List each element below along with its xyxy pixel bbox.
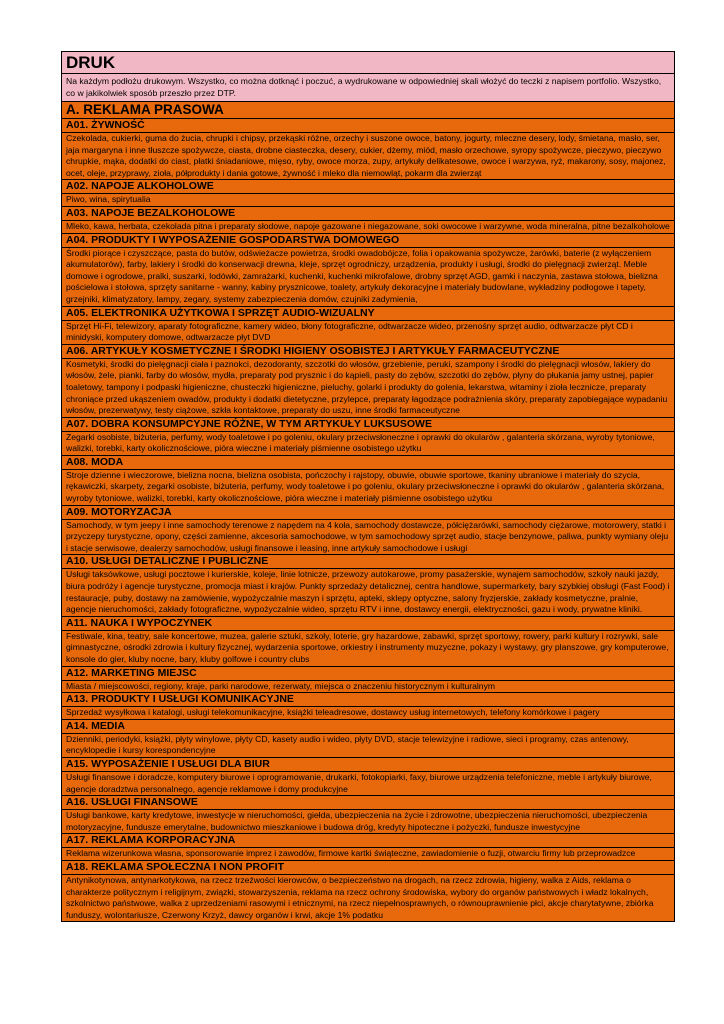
category-title: A07. DOBRA KONSUMPCYJNE RÓŻNE, W TYM ARTYKUŁY LUKSUSOWE bbox=[62, 418, 674, 432]
category-item bbox=[62, 119, 674, 180]
category-item bbox=[62, 180, 674, 207]
category-description: Usługi finansowe i doradcze, komputery biurowe i oprogramowanie, drukarki, fotokopiarki, faxy, biurowe urządzenia telefoniczne, meble i artykuły biurowe, agencje doradztwa personalnego, agencje reklamowe i domy produkcyjne bbox=[62, 772, 674, 796]
category-item bbox=[62, 861, 674, 921]
category-description: Miasta / miejscowości, regiony, kraje, parki narodowe, rezerwaty, miejsca o znaczeniu historycznym i kulturalnym bbox=[62, 681, 674, 694]
category-sheet bbox=[61, 51, 675, 922]
category-item bbox=[62, 667, 674, 694]
category-item bbox=[62, 555, 674, 616]
category-item bbox=[62, 834, 674, 861]
category-title: A04. PRODUKTY I WYPOSAŻENIE GOSPODARSTWA DOMOWEGO bbox=[62, 234, 674, 248]
category-description: Stroje dzienne i wieczorowe, bielizna nocna, bielizna osobista, pończochy i rajstopy, obuwie, obuwie sportowe, tkaniny ubraniowe i materiały do szycia, rękawiczki, skarpety, zegarki osobiste, biżuteria, perfumy, wody toaletowe i po goleniu, okulary przeciwsłoneczne i oprawki do okularów , galanteria skórzana, wyroby tytoniowe, walizki, torebki, karty okolicznościowe, pióra wieczne i materiały piśmienne osobistego użytku bbox=[62, 470, 674, 506]
category-title: A03. NAPOJE BEZALKOHOLOWE bbox=[62, 207, 674, 221]
category-title: A06. ARTYKUŁY KOSMETYCZNE I ŚRODKI HIGIENY OSOBISTEJ I ARTYKUŁY FARMACEUTYCZNE bbox=[62, 345, 674, 359]
category-item bbox=[62, 207, 674, 234]
category-description: Dzienniki, periodyki, książki, płyty winylowe, płyty CD, kasety audio i wideo, płyty DVD, stacje telewizyjne i radiowe, sieci i programy, czas antenowy, encyklopedie i kursy korespondencyjne bbox=[62, 734, 674, 758]
category-title: A01. ŻYWNOŚĆ bbox=[62, 119, 674, 133]
category-item bbox=[62, 693, 674, 720]
category-item bbox=[62, 234, 674, 307]
category-list bbox=[62, 119, 674, 921]
category-item bbox=[62, 307, 674, 345]
category-title: A05. ELEKTRONIKA UŻYTKOWA I SPRZĘT AUDIO-WIZUALNY bbox=[62, 307, 674, 321]
category-description: Samochody, w tym jeepy i inne samochody terenowe z napędem na 4 koła, samochody dostawcze, półciężarówki, samochody ciężarowe, motorowery, statki i przyczepy turystyczne, opony, części zamienne, akcesoria samochodowe, w tym samochodowy sprzęt audio, stacje benzynowe, paliwa, punkty wymiany oleju i stacje serwisowe, dealerzy samochodów, usługi finansowe i leasing, inne artykuły samochodowe i usługi bbox=[62, 520, 674, 556]
category-item bbox=[62, 506, 674, 556]
category-description: Sprzedaż wysyłkowa i katalogi, usługi telekomunikacyjne, książki teleadresowe, dostawcy usług internetowych, telefony komórkowe i pagery bbox=[62, 707, 674, 720]
category-description: Usługi bankowe, karty kredytowe, inwestycje w nieruchomości, giełda, ubezpieczenia na życie i zdrowotne, ubezpieczenia nieruchomości, ubezpieczenia motoryzacyjne, fundusze emerytalne, budownictwo mieszkaniowe i budowa dróg, kredyty hipoteczne i pożyczki, fundusze inwestycyjne bbox=[62, 810, 674, 834]
category-title: A12. MARKETING MIEJSC bbox=[62, 667, 674, 681]
category-title: A09. MOTORYZACJA bbox=[62, 506, 674, 520]
category-item bbox=[62, 456, 674, 506]
category-description: Sprzęt Hi-Fi, telewizory, aparaty fotograficzne, kamery wideo, błony fotograficzne, odtwarzacze wideo, przenośny sprzęt audio, odtwarzacze płyt CD i minidyski, komputery domowe, odtwarzacze płyt DVD bbox=[62, 321, 674, 345]
category-title: A15. WYPOSAŻENIE I USŁUGI DLA BIUR bbox=[62, 758, 674, 772]
category-item bbox=[62, 758, 674, 796]
category-item bbox=[62, 720, 674, 758]
category-description: Zegarki osobiste, biżuteria, perfumy, wody toaletowe i po goleniu, okulary przeciwsłoneczne i oprawki do okularów , galanteria skórzana, wyroby tytoniowe, walizki, torebki, karty okolicznościowe, pióra wieczne i materiały piśmienne osobistego użytku bbox=[62, 432, 674, 456]
category-description: Piwo, wina, spirytualia bbox=[62, 194, 674, 207]
category-title: A16. USŁUGI FINANSOWE bbox=[62, 796, 674, 810]
category-description: Czekolada, cukierki, guma do żucia, chrupki i chipsy, przekąski różne, orzechy i suszone owoce, batony, jogurty, mleczne desery, lody, śmietana, masło, ser, jaja margaryna i inne tłuszcze spożywcze, ciasta, drobne ciasteczka, desery, cukier, dżemy, miód, masło orzechowe, syropy spożywcze, pieczywo, pieczywo chrupkie, mąka, dodatki do ciast, płatki śniadaniowe, mięso, ryby, owoce morza, zupy, artykuły delikatesowe, owoce i warzywa, ryż, makarony, sosy, majonez, ocet, oleje, przyprawy, zioła, półprodukty i dania gotowe, żywność i mleko dla niemowląt, pokarm dla zwierząt bbox=[62, 133, 674, 180]
category-title: A10. USŁUGI DETALICZNE I PUBLICZNE bbox=[62, 555, 674, 569]
category-title: A13. PRODUKTY I USŁUGI KOMUNIKACYJNE bbox=[62, 693, 674, 707]
category-title: A02. NAPOJE ALKOHOLOWE bbox=[62, 180, 674, 194]
page-description: Na każdym podłożu drukowym. Wszystko, co można dotknąć i poczuć, a wydrukowane w odpowiedniej skali włożyć do teczki z napisem portfolio. Wszystko, co w jakikolwiek sposób przeszło przez DTP. bbox=[62, 74, 674, 102]
category-description: Mleko, kawa, herbata, czekolada pitna i preparaty słodowe, napoje gazowane i niegazowane, soki owocowe i warzywne, woda mineralna, pitne bezalkoholowe bbox=[62, 221, 674, 234]
category-item bbox=[62, 796, 674, 834]
category-description: Festiwale, kina, teatry, sale koncertowe, muzea, galerie sztuki, szkoły, loterie, gry hazardowe, zabawki, sprzęt sportowy, rowery, parki kultury i rozrywki, sale gimnastyczne, ośrodki zdrowia i kultury fizycznej, wydarzenia sportowe, orkiestry i instrumenty muzyczne, pokazy i wystawy, gry planszowe, gry komputerowe, konsole do gier, kluby nocne, bary, kluby golfowe i country clubs bbox=[62, 631, 674, 667]
category-title: A14. MEDIA bbox=[62, 720, 674, 734]
section-title: A. REKLAMA PRASOWA bbox=[62, 102, 674, 119]
category-description: Środki piorące i czyszczące, pasta do butów, odświeżacze powietrza, środki owadobójcze, folia i opakowania spożywcze, żarówki, baterie (z wyłączeniem akumulatorów), farby, lakiery i środki do konserwacji drewna, kleje, sprzęt ogrodniczy, urządzenia, produkty i usługi, środki do pielęgnacji zwierząt. Meble domowe i ogrodowe, pralki, suszarki, lodówki, zamrażarki, kuchenki, kuchenki mikrofalowe, drobny sprzęt AGD, gamki i naczynia, zastawa stołowa, bielizna pościelowa i stołowa, sprzęty sanitarne - wanny, kabiny prysznicowe, toalety, artykuły dekoracyjne i materiały budowlane, wykładziny podłogowe i tapety, grzejniki, klimatyzatory, lampy, zegary, systemy zabezpieczenia domów, czujniki zadymienia, bbox=[62, 248, 674, 307]
category-title: A17. REKLAMA KORPORACYJNA bbox=[62, 834, 674, 848]
category-item bbox=[62, 345, 674, 418]
category-description: Reklama wizerunkowa własna, sponsorowanie imprez i zawodów, firmowe kartki świąteczne, zawiadomienie o fuzji, otwarciu firmy lub przeprowadzce bbox=[62, 848, 674, 861]
category-item bbox=[62, 617, 674, 667]
category-item bbox=[62, 418, 674, 456]
category-description: Antynikotynowa, antynarkotykowa, na rzecz trzeźwości kierowców, o bezpieczeństwo na drogach, na rzecz zdrowia, higieny, walka z Aids, reklama o charakterze politycznym i religijnym, związki, stowarzyszenia, reklama na rzecz ochrony środowiska, wybory do organów państwowych i władz lokalnych, szkolnictwo państwowe, walka z uprzedzeniami rasowymi i etnicznymi, na rzecz niepełnosprawnych, o równouprawnienie płci, akcje charytatywne, zbiórka funduszy, wolontariusze, Czerwony Krzyż, dawcy organów i krwi, akcje 1% podatku bbox=[62, 875, 674, 921]
category-description: Kosmetyki, środki do pielęgnacji ciała i paznokci, dezodoranty, szczotki do włosów, grzebienie, peruki, szampony i środki do pielęgnacji włosów, lakiery do włosów, żele, pianki, farby do włosów, mydła, preparaty pod prysznic i do kąpieli, pasty do zębów, szczotki do zębów, płyny do płukania jamy ustnej, papier toaletowy, tampony i podpaski higieniczne, chusteczki higieniczne, pieluchy, golarki i produkty do golenia, lekarstwa, witaminy i zioła lecznicze, preparaty chroniące przed ukąszeniem owadów, produkty i dodatki dietetyczne, przylepce, preparaty łagodzące podrażnienia skóry, preparaty zapobiegające wypadaniu włosów, prezerwatywy, testy ciążowe, szkła kontaktowe, preparaty do uszu, inne środki farmaceutyczne bbox=[62, 359, 674, 418]
category-title: A11. NAUKA I WYPOCZYNEK bbox=[62, 617, 674, 631]
category-title: A08. MODA bbox=[62, 456, 674, 470]
category-title: A18. REKLAMA SPOŁECZNA I NON PROFIT bbox=[62, 861, 674, 875]
category-description: Usługi taksówkowe, usługi pocztowe i kurierskie, koleje, linie lotnicze, przewozy autokarowe, promy pasażerskie, wynajem samochodów, szkoły nauki jazdy, biura podróży i agencje turystyczne, promocja miast i krajów. Punkty sprzedaży detalicznej, centra handlowe, supermarkety, bary szybkiej obsługi (Fast Food) i restauracje, puby, dostawy na zamówienie, wypożyczalnie maszyn i sprzętu, apteki, sklepy optyczne, salony fryzjerskie, zakłady kosmetyczne, pralnie, agencje nieruchomości, zakłady fotograficzne, wypożyczalnie wideo, sprzętu RTV i inne, dostawcy energii, elektryczności, gazu i wody, prywatne kliniki. bbox=[62, 569, 674, 616]
page-title: DRUK bbox=[62, 52, 674, 74]
